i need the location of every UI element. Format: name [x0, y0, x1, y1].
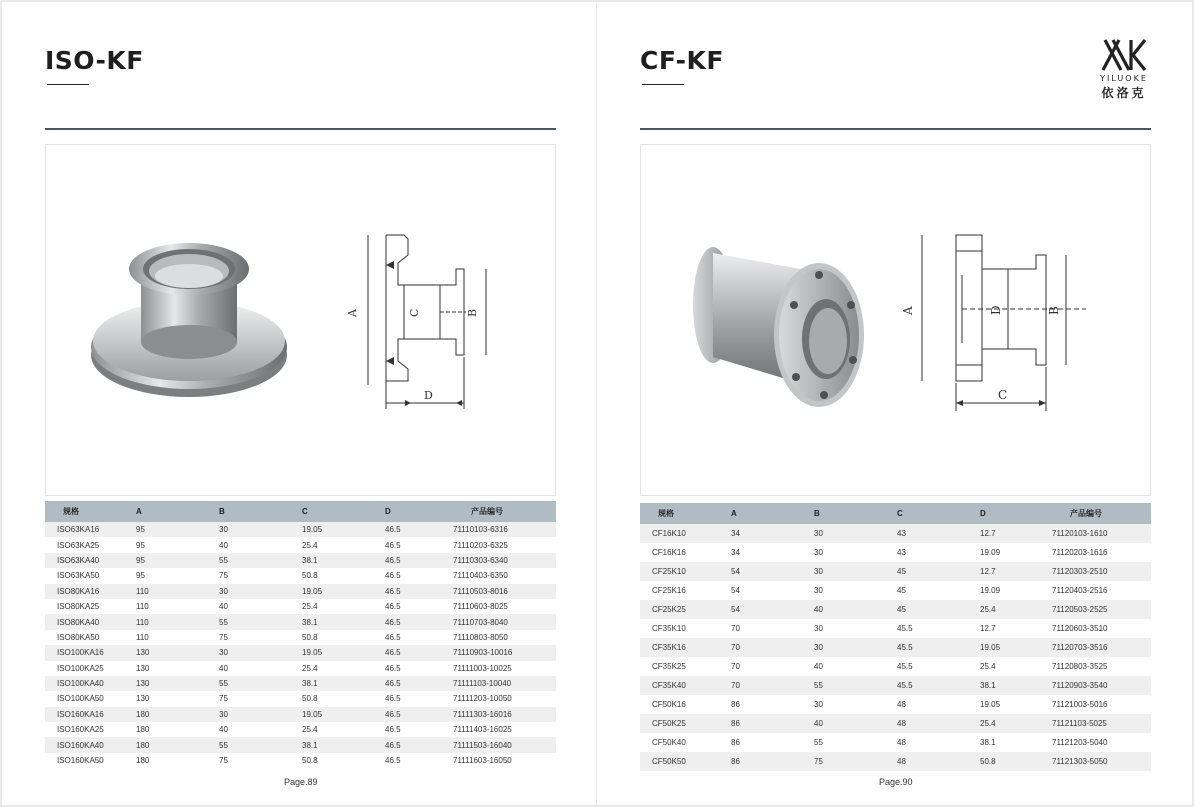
dimension-cell: 130 [136, 691, 219, 706]
dimension-cell: 75 [219, 691, 302, 706]
spec-cell: ISO160KA25 [45, 722, 136, 737]
dimension-cell: 30 [814, 695, 897, 714]
spec-table [45, 501, 556, 768]
product-code-cell: 71121203-5040 [1052, 733, 1151, 752]
dimension-cell: 46.5 [385, 691, 453, 706]
dimension-cell: 55 [219, 676, 302, 691]
dimension-cell: 40 [219, 722, 302, 737]
dimension-cell: 30 [814, 619, 897, 638]
dimension-cell: 30 [814, 543, 897, 562]
dimension-cell: 50.8 [302, 753, 385, 768]
dimension-cell: 45.5 [897, 638, 980, 657]
dimension-cell: 46.5 [385, 568, 453, 583]
table-row [45, 599, 556, 614]
product-code-cell: 71110503-8016 [453, 584, 556, 599]
header-c: C [897, 503, 980, 524]
dimension-cell: 55 [814, 733, 897, 752]
dimension-cell: 75 [219, 568, 302, 583]
dimension-cell: 46.5 [385, 645, 453, 660]
table-row [640, 581, 1151, 600]
dimension-cell: 50.8 [302, 691, 385, 706]
product-code-cell: 71110303-6340 [453, 553, 556, 568]
dimension-cell: 34 [731, 524, 814, 543]
dimension-cell: 40 [219, 599, 302, 614]
table-row [640, 733, 1151, 752]
spec-cell: ISO80KA50 [45, 630, 136, 645]
logo-text-en: YILUOKE [1100, 74, 1148, 83]
spec-cell: CF35K10 [640, 619, 731, 638]
dimension-cell: 45.5 [897, 619, 980, 638]
dimension-cell: 45 [897, 562, 980, 581]
spec-cell: ISO100KA40 [45, 676, 136, 691]
dimension-cell: 48 [897, 733, 980, 752]
dimension-cell: 55 [814, 676, 897, 695]
spec-cell: ISO63KA40 [45, 553, 136, 568]
dimension-cell: 19.05 [980, 695, 1052, 714]
table-row [640, 676, 1151, 695]
spec-cell: ISO63KA16 [45, 522, 136, 537]
dim-label-a: A [346, 309, 359, 317]
spec-cell: ISO80KA40 [45, 614, 136, 629]
dimension-cell: 54 [731, 581, 814, 600]
table-row [45, 584, 556, 599]
page-number: Page.89 [284, 777, 318, 787]
product-code-cell: 71120603-3510 [1052, 619, 1151, 638]
dimension-cell: 50.8 [302, 568, 385, 583]
page-number: Page.90 [879, 777, 913, 787]
header-d: D [385, 501, 453, 522]
product-code-cell: 71111303-16016 [453, 707, 556, 722]
header-c: C [302, 501, 385, 522]
dimension-cell: 46.5 [385, 753, 453, 768]
product-code-cell: 71120203-1616 [1052, 543, 1151, 562]
dimension-cell: 48 [897, 695, 980, 714]
table-row [45, 737, 556, 752]
dimension-cell: 38.1 [980, 676, 1052, 695]
header-code: 产品编号 [1052, 503, 1151, 524]
product-code-cell: 71110903-10016 [453, 645, 556, 660]
header-a: A [136, 501, 219, 522]
dimension-cell: 180 [136, 722, 219, 737]
left-page [2, 2, 596, 805]
dimension-cell: 30 [814, 581, 897, 600]
dimension-cell: 46.5 [385, 584, 453, 599]
dimension-cell: 86 [731, 733, 814, 752]
spec-cell: ISO160KA16 [45, 707, 136, 722]
table-body [640, 524, 1151, 771]
table-row [45, 707, 556, 722]
spec-cell: CF50K25 [640, 714, 731, 733]
table-row [640, 524, 1151, 543]
dimension-cell: 50.8 [302, 630, 385, 645]
dimension-cell: 19.05 [302, 584, 385, 599]
dimension-cell: 55 [219, 614, 302, 629]
dimension-cell: 180 [136, 707, 219, 722]
spec-cell: ISO100KA16 [45, 645, 136, 660]
table-row [640, 714, 1151, 733]
spec-cell: CF16K16 [640, 543, 731, 562]
dimension-cell: 30 [814, 638, 897, 657]
dimension-cell: 30 [219, 584, 302, 599]
dimension-cell: 45 [897, 600, 980, 619]
product-code-cell: 71121003-5016 [1052, 695, 1151, 714]
dimension-cell: 48 [897, 752, 980, 771]
product-code-cell: 71110703-8040 [453, 614, 556, 629]
dimension-cell: 110 [136, 614, 219, 629]
product-code-cell: 71110203-6325 [453, 537, 556, 552]
dimension-cell: 70 [731, 657, 814, 676]
spec-cell: ISO80KA25 [45, 599, 136, 614]
dimension-cell: 40 [219, 537, 302, 552]
product-code-cell: 71120703-3516 [1052, 638, 1151, 657]
dimension-cell: 110 [136, 599, 219, 614]
spec-cell: ISO160KA40 [45, 737, 136, 752]
spec-cell: ISO100KA25 [45, 661, 136, 676]
dim-label-b: B [466, 308, 479, 317]
dimension-cell: 46.5 [385, 522, 453, 537]
spec-cell: CF50K16 [640, 695, 731, 714]
dim-label-d: D [989, 305, 1003, 315]
product-code-cell: 71120303-2510 [1052, 562, 1151, 581]
dim-label-d: D [424, 389, 433, 402]
header-b: B [219, 501, 302, 522]
table-row [640, 562, 1151, 581]
dimension-cell: 19.05 [980, 638, 1052, 657]
dimension-cell: 30 [219, 645, 302, 660]
spec-cell: CF35K25 [640, 657, 731, 676]
logo-text-cn: 依洛克 [1101, 86, 1147, 100]
dimension-cell: 54 [731, 600, 814, 619]
spec-cell: ISO80KA16 [45, 584, 136, 599]
dimension-cell: 19.05 [302, 522, 385, 537]
dimension-cell: 130 [136, 676, 219, 691]
product-code-cell: 71120803-3525 [1052, 657, 1151, 676]
dimension-cell: 19.09 [980, 543, 1052, 562]
dimension-cell: 46.5 [385, 614, 453, 629]
table-row [45, 630, 556, 645]
header-code: 产品编号 [453, 501, 556, 522]
yiluoke-logo-icon [1089, 38, 1159, 74]
dimension-cell: 86 [731, 752, 814, 771]
section-rule [640, 128, 1151, 130]
dimension-cell: 46.5 [385, 722, 453, 737]
dim-label-c: C [998, 388, 1008, 402]
dimension-cell: 95 [136, 522, 219, 537]
dimension-cell: 55 [219, 553, 302, 568]
dimension-cell: 40 [219, 661, 302, 676]
table-row [640, 752, 1151, 771]
product-code-cell: 71120103-1610 [1052, 524, 1151, 543]
dim-label-c: C [408, 308, 421, 317]
table-row [45, 722, 556, 737]
table-row [640, 543, 1151, 562]
header-b: B [814, 503, 897, 524]
cf-kf-technical-drawing [901, 225, 1096, 415]
title-underline [642, 84, 684, 85]
product-image-frame [45, 144, 556, 496]
table-row [45, 537, 556, 552]
header-d: D [980, 503, 1052, 524]
dimension-cell: 70 [731, 676, 814, 695]
dimension-cell: 50.8 [980, 752, 1052, 771]
product-code-cell: 71121303-5050 [1052, 752, 1151, 771]
dimension-cell: 30 [219, 522, 302, 537]
title-underline [47, 84, 89, 85]
dimension-cell: 19.09 [980, 581, 1052, 600]
dimension-cell: 38.1 [302, 737, 385, 752]
dimension-cell: 40 [814, 714, 897, 733]
dimension-cell: 46.5 [385, 661, 453, 676]
spec-cell: CF16K10 [640, 524, 731, 543]
product-code-cell: 71111603-16050 [453, 753, 556, 768]
dimension-cell: 12.7 [980, 619, 1052, 638]
product-code-cell: 71110603-8025 [453, 599, 556, 614]
dimension-cell: 70 [731, 638, 814, 657]
table-header-row [640, 503, 1151, 524]
dimension-cell: 180 [136, 753, 219, 768]
product-code-cell: 71120503-2525 [1052, 600, 1151, 619]
dimension-cell: 70 [731, 619, 814, 638]
dimension-cell: 45 [897, 581, 980, 600]
dimension-cell: 45.5 [897, 676, 980, 695]
dimension-cell: 38.1 [302, 676, 385, 691]
product-code-cell: 71111203-10050 [453, 691, 556, 706]
iso-kf-technical-drawing [346, 225, 516, 415]
dimension-cell: 25.4 [980, 657, 1052, 676]
dimension-cell: 12.7 [980, 524, 1052, 543]
table-row [45, 676, 556, 691]
dimension-cell: 40 [814, 657, 897, 676]
dimension-cell: 95 [136, 568, 219, 583]
table-row [45, 553, 556, 568]
table-row [640, 638, 1151, 657]
product-code-cell: 71111403-16025 [453, 722, 556, 737]
dimension-cell: 45.5 [897, 657, 980, 676]
dimension-cell: 38.1 [302, 553, 385, 568]
product-code-cell: 71110403-6350 [453, 568, 556, 583]
dimension-cell: 95 [136, 537, 219, 552]
product-image-frame [640, 144, 1151, 496]
dimension-cell: 86 [731, 714, 814, 733]
dimension-cell: 55 [219, 737, 302, 752]
table-body [45, 522, 556, 768]
dimension-cell: 46.5 [385, 553, 453, 568]
dimension-cell: 43 [897, 524, 980, 543]
dimension-cell: 19.05 [302, 707, 385, 722]
table-row [45, 661, 556, 676]
dimension-cell: 30 [219, 707, 302, 722]
dimension-cell: 25.4 [980, 600, 1052, 619]
dimension-cell: 180 [136, 737, 219, 752]
spec-cell: CF25K25 [640, 600, 731, 619]
dimension-cell: 75 [814, 752, 897, 771]
dimension-cell: 25.4 [302, 537, 385, 552]
dimension-cell: 86 [731, 695, 814, 714]
header-spec: 规格 [640, 503, 731, 524]
table-row [45, 753, 556, 768]
spec-cell: ISO160KA50 [45, 753, 136, 768]
table-row [640, 657, 1151, 676]
dimension-cell: 19.05 [302, 645, 385, 660]
product-code-cell: 71120903-3540 [1052, 676, 1151, 695]
header-spec: 规格 [45, 501, 136, 522]
product-code-cell: 71121103-5025 [1052, 714, 1151, 733]
dimension-cell: 110 [136, 584, 219, 599]
dimension-cell: 30 [814, 562, 897, 581]
dimension-cell: 54 [731, 562, 814, 581]
spec-cell: CF25K10 [640, 562, 731, 581]
dimension-cell: 40 [814, 600, 897, 619]
dimension-cell: 38.1 [980, 733, 1052, 752]
dimension-cell: 110 [136, 630, 219, 645]
product-code-cell: 71111503-16040 [453, 737, 556, 752]
dim-label-a: A [901, 306, 915, 315]
product-code-cell: 71111103-10040 [453, 676, 556, 691]
table-row [45, 614, 556, 629]
page-title: ISO-KF [45, 46, 144, 75]
table-header-row [45, 501, 556, 522]
product-code-cell: 71110103-6316 [453, 522, 556, 537]
dimension-cell: 46.5 [385, 630, 453, 645]
brand-logo [1089, 38, 1159, 102]
table-row [640, 619, 1151, 638]
right-page [597, 2, 1192, 805]
dimension-cell: 12.7 [980, 562, 1052, 581]
header-a: A [731, 503, 814, 524]
spec-cell: ISO100KA50 [45, 691, 136, 706]
spec-table [640, 503, 1151, 771]
dimension-cell: 95 [136, 553, 219, 568]
spec-cell: CF50K40 [640, 733, 731, 752]
dimension-cell: 25.4 [302, 722, 385, 737]
table-row [45, 645, 556, 660]
spec-cell: CF35K16 [640, 638, 731, 657]
page-title: CF-KF [640, 46, 724, 75]
spec-cell: CF25K16 [640, 581, 731, 600]
dimension-cell: 46.5 [385, 707, 453, 722]
dimension-cell: 46.5 [385, 737, 453, 752]
product-code-cell: 71111003-10025 [453, 661, 556, 676]
spec-cell: ISO63KA25 [45, 537, 136, 552]
dimension-cell: 130 [136, 645, 219, 660]
dimension-cell: 130 [136, 661, 219, 676]
spec-cell: ISO63KA50 [45, 568, 136, 583]
dimension-cell: 75 [219, 753, 302, 768]
dimension-cell: 38.1 [302, 614, 385, 629]
spec-cell: CF50K50 [640, 752, 731, 771]
dimension-cell: 46.5 [385, 537, 453, 552]
section-rule [45, 128, 556, 130]
dimension-cell: 46.5 [385, 599, 453, 614]
dimension-cell: 43 [897, 543, 980, 562]
product-code-cell: 71110803-8050 [453, 630, 556, 645]
table-row [640, 695, 1151, 714]
table-row [45, 522, 556, 537]
dimension-cell: 25.4 [302, 599, 385, 614]
spec-cell: CF35K40 [640, 676, 731, 695]
table-row [45, 568, 556, 583]
dimension-cell: 30 [814, 524, 897, 543]
dimension-cell: 75 [219, 630, 302, 645]
dimension-cell: 25.4 [302, 661, 385, 676]
table-row [45, 691, 556, 706]
dimension-cell: 48 [897, 714, 980, 733]
table-row [640, 600, 1151, 619]
product-code-cell: 71120403-2516 [1052, 581, 1151, 600]
dimension-cell: 46.5 [385, 676, 453, 691]
dimension-cell: 25.4 [980, 714, 1052, 733]
dim-label-b: B [1047, 306, 1061, 315]
dimension-cell: 34 [731, 543, 814, 562]
